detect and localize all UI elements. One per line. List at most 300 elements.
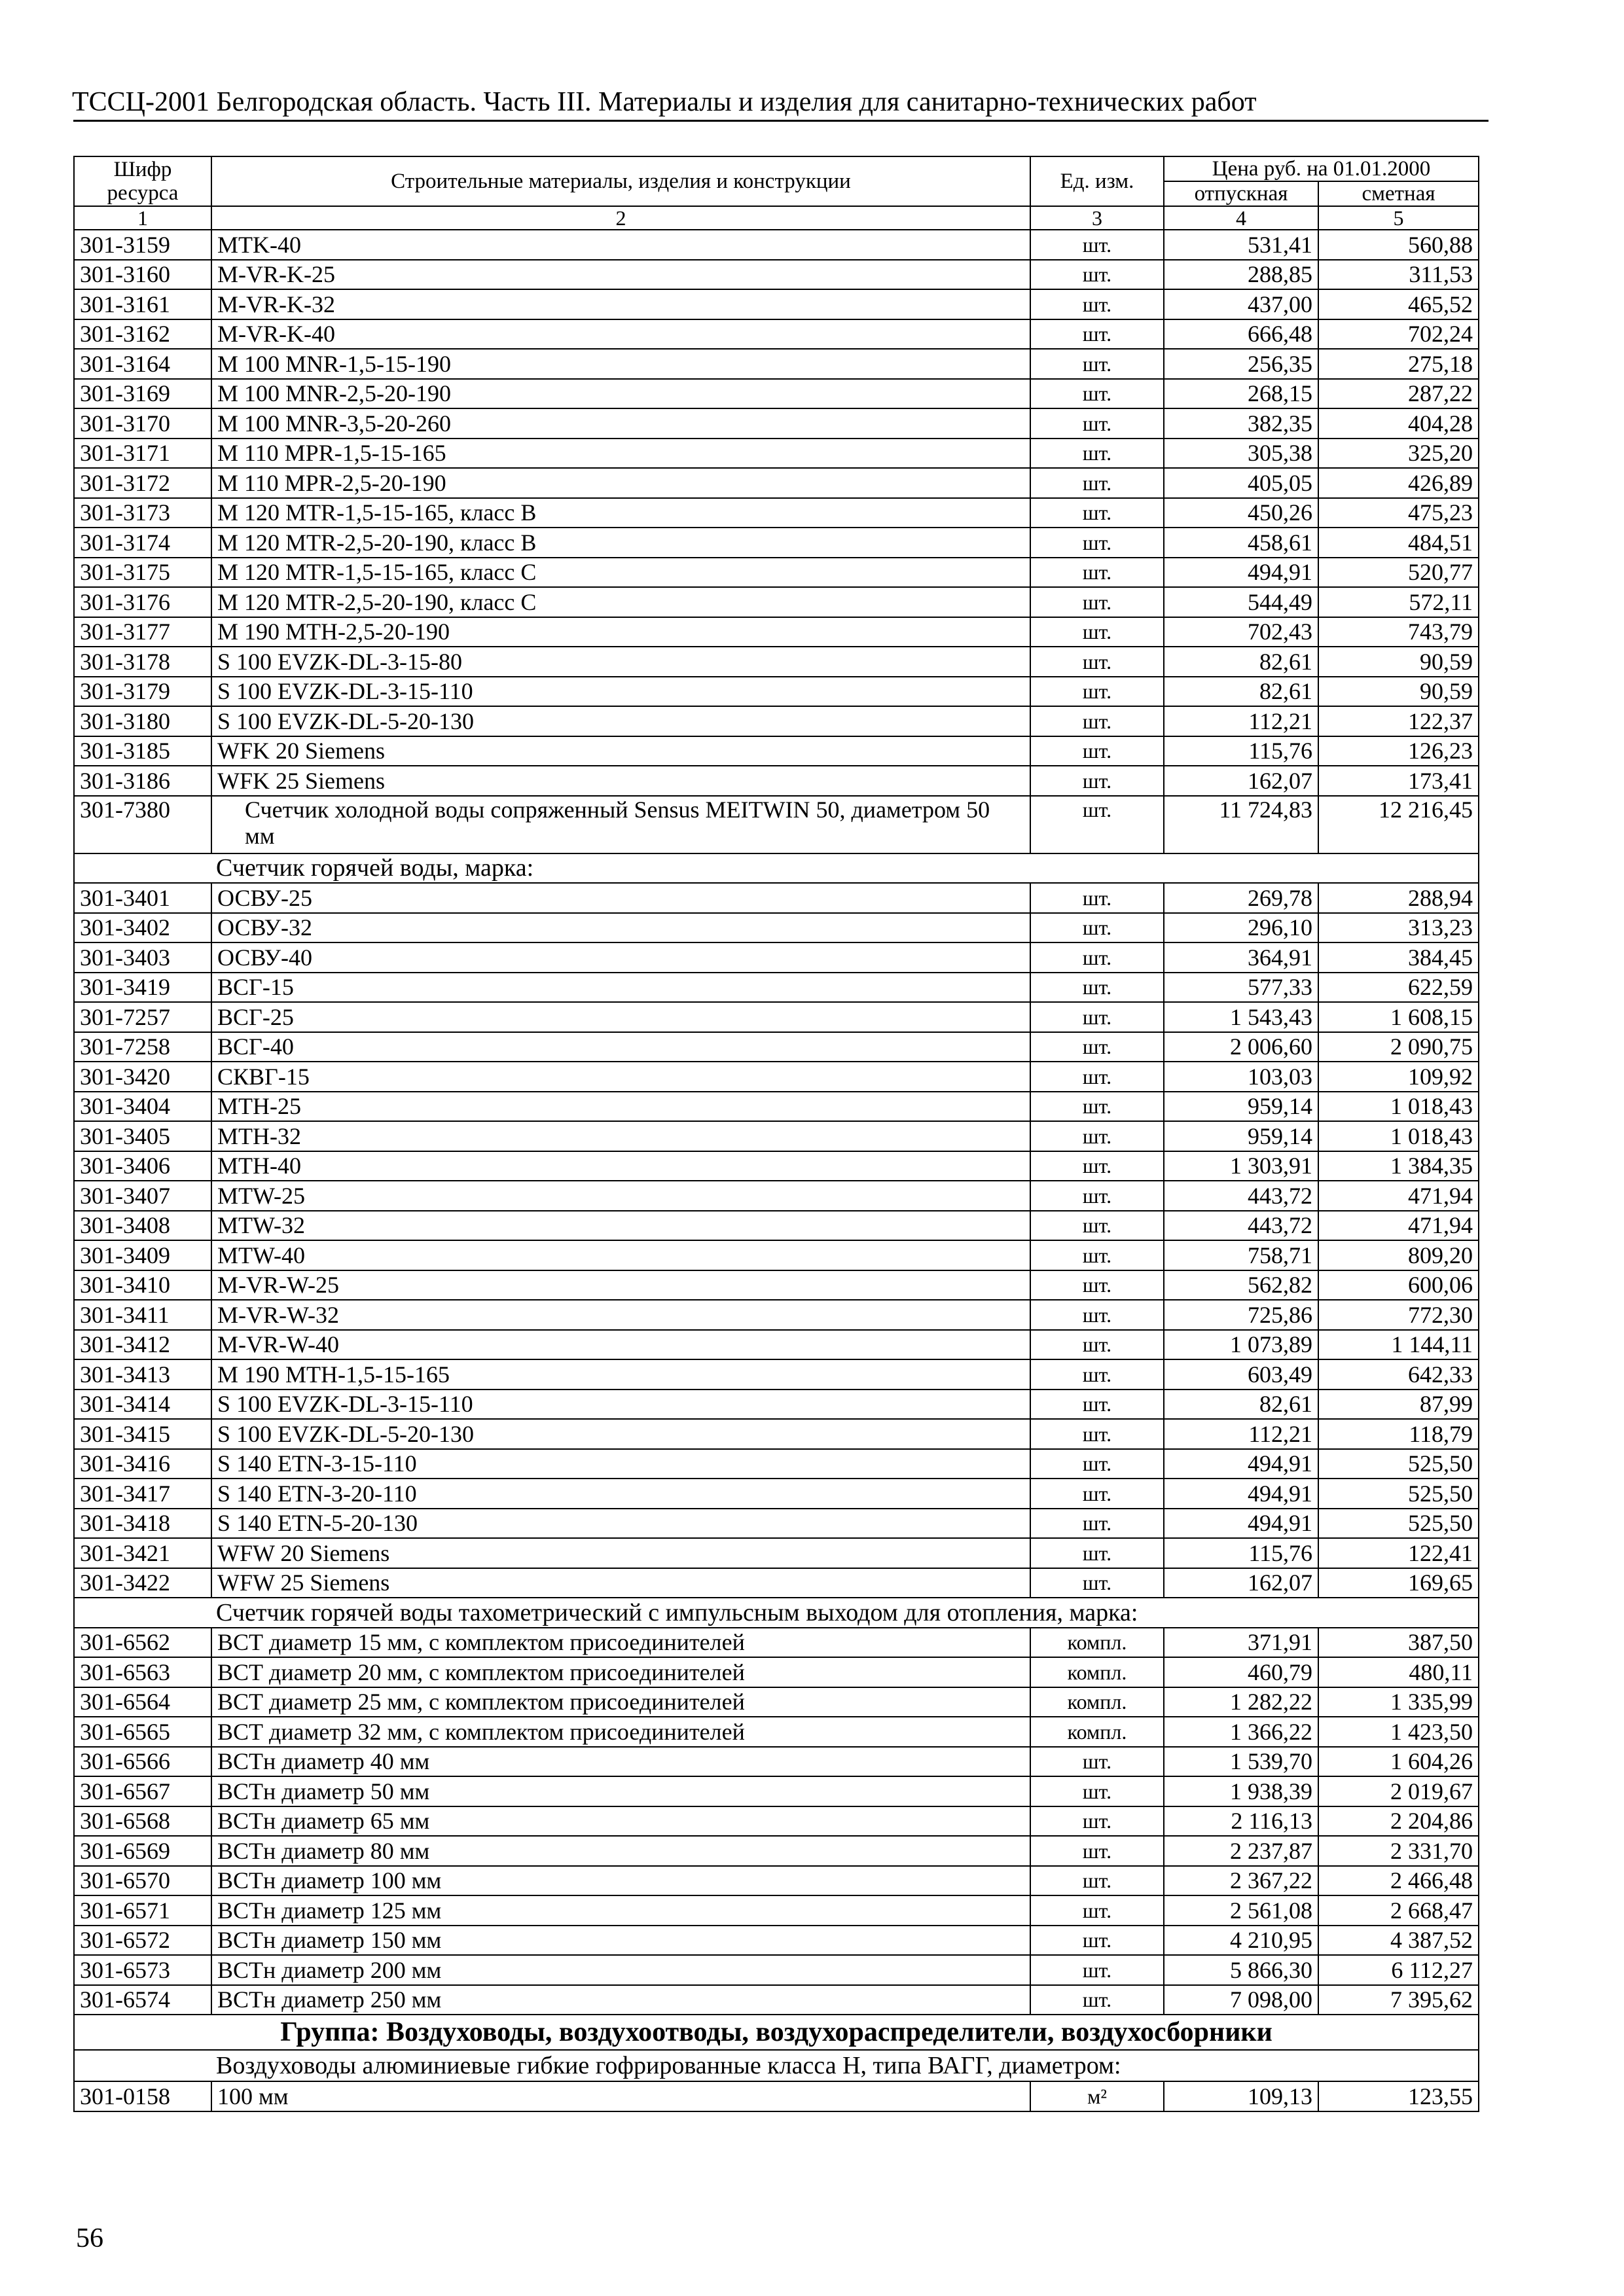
unit-of-measure: шт.: [1030, 528, 1164, 558]
retail-price: 531,41: [1164, 230, 1318, 260]
estimate-price: 1 018,43: [1318, 1121, 1479, 1151]
table-row: [74, 942, 1479, 973]
resource-code: 301-3180: [74, 706, 211, 736]
estimate-price: 560,88: [1318, 230, 1479, 260]
table-row: [74, 558, 1479, 588]
unit-of-measure: шт.: [1030, 1509, 1164, 1539]
table-row: [74, 913, 1479, 943]
unit-of-measure: шт.: [1030, 973, 1164, 1003]
resource-code: 301-7258: [74, 1032, 211, 1062]
estimate-price: 123,55: [1318, 2081, 1479, 2111]
estimate-price: 465,52: [1318, 289, 1479, 319]
table-row: [74, 1419, 1479, 1449]
retail-price: 382,35: [1164, 408, 1318, 439]
section-heading: Счетчик горячей воды, марка:: [74, 853, 1479, 884]
estimate-price: 484,51: [1318, 528, 1479, 558]
estimate-price: 520,77: [1318, 558, 1479, 588]
estimate-price: 118,79: [1318, 1419, 1479, 1449]
unit-of-measure: шт.: [1030, 558, 1164, 588]
table-row: [74, 379, 1479, 409]
retail-price: 109,13: [1164, 2081, 1318, 2111]
material-name: M 190 MTH-2,5-20-190: [211, 617, 1030, 647]
material-name: MTW-32: [211, 1211, 1030, 1241]
material-name: S 140 ETN-3-15-110: [211, 1449, 1030, 1479]
retail-price: 2 367,22: [1164, 1866, 1318, 1896]
table-row: [74, 1836, 1479, 1866]
resource-code: 301-3403: [74, 942, 211, 973]
material-name: ВСТ диаметр 32 мм, с комплектом присоединителей: [211, 1717, 1030, 1747]
unit-of-measure: шт.: [1030, 230, 1164, 260]
unit-of-measure: шт.: [1030, 439, 1164, 469]
table-row: [74, 1568, 1479, 1598]
resource-code: 301-6574: [74, 1985, 211, 2015]
material-name: СКВГ-15: [211, 1062, 1030, 1092]
material-name: S 100 EVZK-DL-3-15-110: [211, 677, 1030, 707]
unit-of-measure: шт.: [1030, 1419, 1164, 1449]
group-heading: Группа: Воздуховоды, воздухоотводы, воздухораспределители, воздухосборники: [74, 2015, 1479, 2050]
unit-of-measure: компл.: [1030, 1628, 1164, 1658]
estimate-price: 1 144,11: [1318, 1330, 1479, 1360]
unit-of-measure: шт.: [1030, 1568, 1164, 1598]
resource-code: 301-3176: [74, 587, 211, 617]
retail-price: 1 073,89: [1164, 1330, 1318, 1360]
table-row: [74, 1538, 1479, 1568]
estimate-price: 471,94: [1318, 1211, 1479, 1241]
retail-price: 103,03: [1164, 1062, 1318, 1092]
material-name: MTH-40: [211, 1151, 1030, 1181]
col-number: 2: [211, 206, 1030, 230]
col-unit-header: Ед. изм.: [1030, 156, 1164, 206]
retail-price: 1 303,91: [1164, 1151, 1318, 1181]
col-price-header: Цена руб. на 01.01.2000: [1164, 156, 1479, 181]
unit-of-measure: шт.: [1030, 1926, 1164, 1956]
unit-of-measure: шт.: [1030, 1985, 1164, 2015]
unit-of-measure: шт.: [1030, 913, 1164, 943]
estimate-price: 325,20: [1318, 439, 1479, 469]
estimate-price: 525,50: [1318, 1479, 1479, 1509]
material-name: ВСТн диаметр 250 мм: [211, 1985, 1030, 2015]
estimate-price: 1 604,26: [1318, 1747, 1479, 1777]
material-name: 100 мм: [211, 2081, 1030, 2111]
table-row: [74, 1985, 1479, 2015]
retail-price: 112,21: [1164, 1419, 1318, 1449]
unit-of-measure: шт.: [1030, 647, 1164, 677]
table-row: [74, 1062, 1479, 1092]
unit-of-measure: шт.: [1030, 736, 1164, 766]
unit-of-measure: шт.: [1030, 796, 1164, 853]
estimate-price: 169,65: [1318, 1568, 1479, 1598]
col-estimate-header: сметная: [1318, 181, 1479, 206]
table-row: [74, 883, 1479, 913]
table-row: [74, 1181, 1479, 1211]
estimate-price: 1 018,43: [1318, 1092, 1479, 1122]
estimate-price: 6 112,27: [1318, 1955, 1479, 1985]
material-name: ВСТ диаметр 20 мм, с комплектом присоединителей: [211, 1657, 1030, 1687]
resource-code: 301-3172: [74, 468, 211, 498]
estimate-price: 2 668,47: [1318, 1895, 1479, 1926]
table-row: [74, 1121, 1479, 1151]
unit-of-measure: компл.: [1030, 1717, 1164, 1747]
table-row: [74, 468, 1479, 498]
resource-code: 301-3412: [74, 1330, 211, 1360]
estimate-price: 480,11: [1318, 1657, 1479, 1687]
table-row: [74, 1002, 1479, 1032]
material-name: ВСТн диаметр 200 мм: [211, 1955, 1030, 1985]
unit-of-measure: шт.: [1030, 289, 1164, 319]
material-name: ВСТн диаметр 80 мм: [211, 1836, 1030, 1866]
unit-of-measure: шт.: [1030, 677, 1164, 707]
estimate-price: 525,50: [1318, 1509, 1479, 1539]
unit-of-measure: шт.: [1030, 319, 1164, 350]
estimate-price: 313,23: [1318, 913, 1479, 943]
resource-code: 301-6572: [74, 1926, 211, 1956]
material-name: WFK 25 Siemens: [211, 766, 1030, 796]
resource-code: 301-6566: [74, 1747, 211, 1777]
resource-code: 301-3417: [74, 1479, 211, 1509]
retail-price: 959,14: [1164, 1121, 1318, 1151]
table-row: [74, 1747, 1479, 1777]
material-name: M-VR-W-40: [211, 1330, 1030, 1360]
table-row: [74, 1032, 1479, 1062]
retail-price: 7 098,00: [1164, 1985, 1318, 2015]
retail-price: 702,43: [1164, 617, 1318, 647]
unit-of-measure: шт.: [1030, 766, 1164, 796]
material-name: M-VR-K-32: [211, 289, 1030, 319]
estimate-price: 600,06: [1318, 1270, 1479, 1300]
material-name: ВСТ диаметр 15 мм, с комплектом присоединителей: [211, 1628, 1030, 1658]
estimate-price: 384,45: [1318, 942, 1479, 973]
group-row: [74, 2015, 1479, 2050]
table-row: [74, 1449, 1479, 1479]
retail-price: 443,72: [1164, 1211, 1318, 1241]
resource-code: 301-3162: [74, 319, 211, 350]
estimate-price: 702,24: [1318, 319, 1479, 350]
material-name: ВСГ-40: [211, 1032, 1030, 1062]
material-name: M 110 MPR-1,5-15-165: [211, 439, 1030, 469]
section-row: [74, 853, 1479, 884]
retail-price: 82,61: [1164, 1390, 1318, 1420]
estimate-price: 471,94: [1318, 1181, 1479, 1211]
unit-of-measure: шт.: [1030, 942, 1164, 973]
retail-price: 2 006,60: [1164, 1032, 1318, 1062]
retail-price: 1 366,22: [1164, 1717, 1318, 1747]
table-row: [74, 1479, 1479, 1509]
material-name: MTK-40: [211, 230, 1030, 260]
material-name: M 100 MNR-1,5-15-190: [211, 349, 1030, 379]
material-name: M-VR-W-25: [211, 1270, 1030, 1300]
material-name: ВСГ-25: [211, 1002, 1030, 1032]
estimate-price: 4 387,52: [1318, 1926, 1479, 1956]
table-row: [74, 677, 1479, 707]
unit-of-measure: шт.: [1030, 260, 1164, 290]
table-row: [74, 617, 1479, 647]
resource-code: 301-3419: [74, 973, 211, 1003]
material-name: ВСГ-15: [211, 973, 1030, 1003]
retail-price: 162,07: [1164, 766, 1318, 796]
table-row: [74, 289, 1479, 319]
table-row: [74, 736, 1479, 766]
retail-price: 1 282,22: [1164, 1687, 1318, 1717]
material-name: S 100 EVZK-DL-3-15-110: [211, 1390, 1030, 1420]
resource-code: 301-3402: [74, 913, 211, 943]
unit-of-measure: шт.: [1030, 1062, 1164, 1092]
table-row: [74, 1390, 1479, 1420]
estimate-price: 287,22: [1318, 379, 1479, 409]
estimate-price: 87,99: [1318, 1390, 1479, 1420]
material-name: S 140 ETN-5-20-130: [211, 1509, 1030, 1539]
material-name: M 120 MTR-1,5-15-165, класс C: [211, 558, 1030, 588]
resource-code: 301-3169: [74, 379, 211, 409]
unit-of-measure: шт.: [1030, 1776, 1164, 1806]
unit-of-measure: шт.: [1030, 1330, 1164, 1360]
resource-code: 301-3414: [74, 1390, 211, 1420]
estimate-price: 90,59: [1318, 677, 1479, 707]
resource-code: 301-3186: [74, 766, 211, 796]
unit-of-measure: шт.: [1030, 379, 1164, 409]
col-name-header: Строительные материалы, изделия и конструкции: [211, 156, 1030, 206]
page-number: 56: [76, 2223, 103, 2253]
table-row: [74, 647, 1479, 677]
col-retail-header: отпускная: [1164, 181, 1318, 206]
unit-of-measure: шт.: [1030, 1359, 1164, 1390]
table-row: [74, 796, 1479, 853]
unit-of-measure: шт.: [1030, 1032, 1164, 1062]
material-name: M 120 MTR-2,5-20-190, класс B: [211, 528, 1030, 558]
section-row: [74, 1598, 1479, 1628]
retail-price: 268,15: [1164, 379, 1318, 409]
unit-of-measure: шт.: [1030, 706, 1164, 736]
unit-of-measure: шт.: [1030, 1390, 1164, 1420]
material-name: ВСТн диаметр 100 мм: [211, 1866, 1030, 1896]
estimate-price: 1 608,15: [1318, 1002, 1479, 1032]
material-name: M 100 MNR-3,5-20-260: [211, 408, 1030, 439]
retail-price: 305,38: [1164, 439, 1318, 469]
retail-price: 577,33: [1164, 973, 1318, 1003]
table-row: [74, 1717, 1479, 1747]
unit-of-measure: шт.: [1030, 1806, 1164, 1837]
estimate-price: 426,89: [1318, 468, 1479, 498]
estimate-price: 572,11: [1318, 587, 1479, 617]
unit-of-measure: шт.: [1030, 617, 1164, 647]
unit-of-measure: шт.: [1030, 408, 1164, 439]
material-name: WFK 20 Siemens: [211, 736, 1030, 766]
estimate-price: 311,53: [1318, 260, 1479, 290]
retail-price: 758,71: [1164, 1240, 1318, 1270]
material-name: WFW 25 Siemens: [211, 1568, 1030, 1598]
retail-price: 2 116,13: [1164, 1806, 1318, 1837]
resource-code: 301-3175: [74, 558, 211, 588]
table-row: [74, 1151, 1479, 1181]
retail-price: 666,48: [1164, 319, 1318, 350]
material-name: ВСТн диаметр 50 мм: [211, 1776, 1030, 1806]
resource-code: 301-7257: [74, 1002, 211, 1032]
table-row: [74, 1270, 1479, 1300]
table-row: [74, 1330, 1479, 1360]
resource-code: 301-6571: [74, 1895, 211, 1926]
retail-price: 1 543,43: [1164, 1002, 1318, 1032]
resource-code: 301-6565: [74, 1717, 211, 1747]
table-row: [74, 1359, 1479, 1390]
resource-code: 301-3418: [74, 1509, 211, 1539]
resource-code: 301-3410: [74, 1270, 211, 1300]
unit-of-measure: шт.: [1030, 587, 1164, 617]
table-row: [74, 706, 1479, 736]
estimate-price: 475,23: [1318, 498, 1479, 528]
retail-price: 562,82: [1164, 1270, 1318, 1300]
table-row: [74, 1657, 1479, 1687]
retail-price: 494,91: [1164, 558, 1318, 588]
table-row: [74, 1895, 1479, 1926]
col-number: 3: [1030, 206, 1164, 230]
table-row: [74, 498, 1479, 528]
estimate-price: 1 423,50: [1318, 1717, 1479, 1747]
table-row: [74, 319, 1479, 350]
resource-code: 301-6570: [74, 1866, 211, 1896]
unit-of-measure: шт.: [1030, 1270, 1164, 1300]
retail-price: 443,72: [1164, 1181, 1318, 1211]
resource-code: 301-3185: [74, 736, 211, 766]
unit-of-measure: шт.: [1030, 1836, 1164, 1866]
unit-of-measure: компл.: [1030, 1657, 1164, 1687]
retail-price: 1 938,39: [1164, 1776, 1318, 1806]
unit-of-measure: шт.: [1030, 1121, 1164, 1151]
retail-price: 11 724,83: [1164, 796, 1318, 853]
material-name: M 120 MTR-2,5-20-190, класс C: [211, 587, 1030, 617]
resource-code: 301-6568: [74, 1806, 211, 1837]
material-name: MTH-32: [211, 1121, 1030, 1151]
material-name: M 190 MTH-1,5-15-165: [211, 1359, 1030, 1390]
resource-code: 301-3415: [74, 1419, 211, 1449]
resource-code: 301-3164: [74, 349, 211, 379]
estimate-price: 404,28: [1318, 408, 1479, 439]
estimate-price: 622,59: [1318, 973, 1479, 1003]
estimate-price: 1 335,99: [1318, 1687, 1479, 1717]
resource-code: 301-3170: [74, 408, 211, 439]
estimate-price: 525,50: [1318, 1449, 1479, 1479]
unit-of-measure: шт.: [1030, 1181, 1164, 1211]
unit-of-measure: шт.: [1030, 1211, 1164, 1241]
retail-price: 1 539,70: [1164, 1747, 1318, 1777]
estimate-price: 1 384,35: [1318, 1151, 1479, 1181]
material-name: ВСТ диаметр 25 мм, с комплектом присоединителей: [211, 1687, 1030, 1717]
estimate-price: 122,37: [1318, 706, 1479, 736]
estimate-price: 122,41: [1318, 1538, 1479, 1568]
section-heading: Счетчик горячей воды тахометрический с импульсным выходом для отопления, марка:: [74, 1598, 1479, 1628]
unit-of-measure: шт.: [1030, 1449, 1164, 1479]
header-divider: [73, 120, 1489, 122]
resource-code: 301-6573: [74, 1955, 211, 1985]
table-body: [74, 230, 1479, 2111]
table-row: [74, 1211, 1479, 1241]
estimate-price: 772,30: [1318, 1300, 1479, 1330]
material-name: MTH-25: [211, 1092, 1030, 1122]
retail-price: 296,10: [1164, 913, 1318, 943]
retail-price: 5 866,30: [1164, 1955, 1318, 1985]
col-number: 5: [1318, 206, 1479, 230]
table-row: [74, 230, 1479, 260]
retail-price: 544,49: [1164, 587, 1318, 617]
resource-code: 301-3409: [74, 1240, 211, 1270]
material-name: ОСВУ-32: [211, 913, 1030, 943]
unit-of-measure: шт.: [1030, 1092, 1164, 1122]
material-name: M-VR-K-25: [211, 260, 1030, 290]
estimate-price: 2 466,48: [1318, 1866, 1479, 1896]
resource-code: 301-6569: [74, 1836, 211, 1866]
subsection-row: [74, 2050, 1479, 2081]
material-name: M 120 MTR-1,5-15-165, класс B: [211, 498, 1030, 528]
table-row: [74, 260, 1479, 290]
estimate-price: 743,79: [1318, 617, 1479, 647]
retail-price: 2 561,08: [1164, 1895, 1318, 1926]
resource-code: 301-3411: [74, 1300, 211, 1330]
retail-price: 82,61: [1164, 647, 1318, 677]
material-name: S 100 EVZK-DL-5-20-130: [211, 706, 1030, 736]
estimate-price: 275,18: [1318, 349, 1479, 379]
estimate-price: 90,59: [1318, 647, 1479, 677]
table-row: [74, 587, 1479, 617]
material-name: M-VR-K-40: [211, 319, 1030, 350]
resource-code: 301-3401: [74, 883, 211, 913]
table-row: [74, 973, 1479, 1003]
table-row: [74, 1628, 1479, 1658]
material-name: M 100 MNR-2,5-20-190: [211, 379, 1030, 409]
resource-code: 301-3406: [74, 1151, 211, 1181]
estimate-price: 7 395,62: [1318, 1985, 1479, 2015]
resource-code: 301-3413: [74, 1359, 211, 1390]
estimate-price: 2 204,86: [1318, 1806, 1479, 1837]
resource-code: 301-3404: [74, 1092, 211, 1122]
material-name: ОСВУ-40: [211, 942, 1030, 973]
retail-price: 458,61: [1164, 528, 1318, 558]
table-row: [74, 766, 1479, 796]
unit-of-measure: шт.: [1030, 1895, 1164, 1926]
retail-price: 115,76: [1164, 1538, 1318, 1568]
retail-price: 603,49: [1164, 1359, 1318, 1390]
col-number: 4: [1164, 206, 1318, 230]
resource-code: 301-3161: [74, 289, 211, 319]
resource-code: 301-3421: [74, 1538, 211, 1568]
col-code-header: Шифр ресурса: [74, 156, 211, 206]
unit-of-measure: шт.: [1030, 1538, 1164, 1568]
retail-price: 437,00: [1164, 289, 1318, 319]
material-name: ВСТн диаметр 40 мм: [211, 1747, 1030, 1777]
material-name: ВСТн диаметр 150 мм: [211, 1926, 1030, 1956]
unit-of-measure: шт.: [1030, 349, 1164, 379]
table-row: [74, 1092, 1479, 1122]
unit-of-measure: шт.: [1030, 1747, 1164, 1777]
resource-code: 301-7380: [74, 796, 211, 853]
page-header-title: ТССЦ-2001 Белгородская область. Часть III. Материалы и изделия для санитарно-технических работ: [72, 87, 1257, 117]
unit-of-measure: шт.: [1030, 1240, 1164, 1270]
retail-price: 364,91: [1164, 942, 1318, 973]
material-name: ВСТн диаметр 125 мм: [211, 1895, 1030, 1926]
retail-price: 82,61: [1164, 677, 1318, 707]
estimate-price: 12 216,45: [1318, 796, 1479, 853]
retail-price: 450,26: [1164, 498, 1318, 528]
retail-price: 405,05: [1164, 468, 1318, 498]
material-name: Счетчик холодной воды сопряженный Sensus MEITWIN 50, диаметром 50 мм: [211, 796, 1030, 853]
resource-code: 301-3160: [74, 260, 211, 290]
unit-of-measure: шт.: [1030, 1866, 1164, 1896]
material-name: S 100 EVZK-DL-5-20-130: [211, 1419, 1030, 1449]
table-row: [74, 1300, 1479, 1330]
table-row: [74, 439, 1479, 469]
retail-price: 4 210,95: [1164, 1926, 1318, 1956]
retail-price: 2 237,87: [1164, 1836, 1318, 1866]
table-head: [74, 156, 1479, 230]
retail-price: 460,79: [1164, 1657, 1318, 1687]
unit-of-measure: компл.: [1030, 1687, 1164, 1717]
